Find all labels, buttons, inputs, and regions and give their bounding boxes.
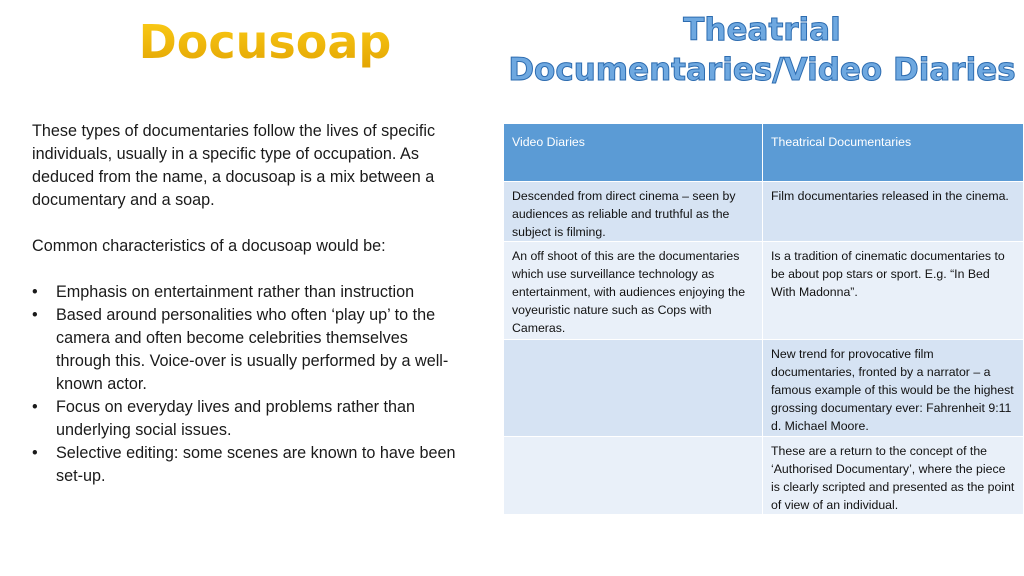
table-cell (504, 437, 763, 515)
list-item (32, 442, 464, 488)
bullet-icon: • (32, 283, 38, 301)
list-item-text: Focus on everyday lives and problems rather than underlying social issues. (56, 398, 416, 439)
table-row (504, 340, 1024, 437)
table-row (504, 242, 1024, 340)
characteristics-heading: Common characteristics of a docusoap would be: (32, 237, 386, 255)
docusoap-title: Docusoap (60, 10, 470, 74)
spacer (32, 212, 464, 235)
table-header-row (504, 124, 1024, 182)
table-cell: Is a tradition of cinematic documentaries to be about pop stars or sport. E.g. “In Bed With Madonna”. (763, 242, 1024, 340)
list-item-text: Selective editing: some scenes are known to have been set-up. (56, 444, 456, 485)
header-theatrical-documentaries: Theatrical Documentaries (763, 124, 1024, 182)
list-item (32, 396, 464, 442)
table-cell: New trend for provocative film documentaries, fronted by a narrator – a famous example of this would be the highest grossing documentary ever: Fahrenheit 9:11 d. Michael Moore. (763, 340, 1024, 437)
title-line-1: Theatrial (683, 12, 841, 48)
table-cell: Descended from direct cinema – seen by audiences as reliable and truthful as the subject is filming. (504, 182, 763, 242)
characteristics-list (32, 281, 464, 488)
table-cell (504, 340, 763, 437)
list-item (32, 304, 464, 396)
bullet-icon: • (32, 444, 38, 462)
header-video-diaries: Video Diaries (504, 124, 763, 182)
bullet-icon: • (32, 398, 38, 416)
table-row (504, 182, 1024, 242)
table-cell: An off shoot of this are the documentaries which use surveillance technology as entertainment, with audiences enjoying the voyeuristic nature such as Cops with Cameras. (504, 242, 763, 340)
list-item-text: Based around personalities who often ‘play up’ to the camera and often become celebrities themselves through this. Voice-over is usually performed by a well-known actor. (56, 306, 449, 393)
title-line-2: Documentaries/Video Diaries (508, 52, 1016, 88)
comparison-table (503, 123, 1024, 515)
list-item-text: Emphasis on entertainment rather than instruction (56, 283, 415, 301)
table-cell: These are a return to the concept of the ‘Authorised Documentary’, where the piece is clearly scripted and presented as the point of view of an individual. (763, 437, 1024, 515)
intro-paragraph: These types of documentaries follow the lives of specific individuals, usually in a specific type of occupation. As deduced from the name, a docusoap is a mix between a documentary and a soap. (32, 122, 436, 209)
docusoap-description (32, 120, 464, 488)
table-row (504, 437, 1024, 515)
table-cell: Film documentaries released in the cinema. (763, 182, 1024, 242)
bullet-icon: • (32, 306, 38, 324)
theatrical-video-diaries-title (500, 10, 1024, 90)
list-item (32, 281, 464, 304)
spacer (32, 258, 464, 281)
